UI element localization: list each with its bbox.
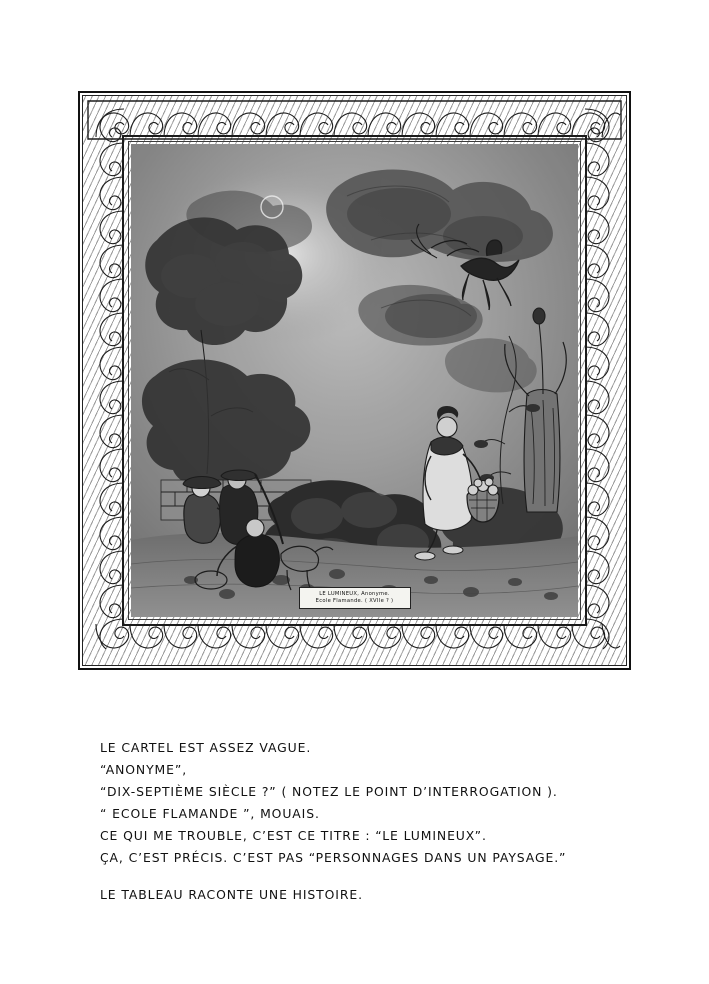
caption-final-line: LE TABLEAU RACONTE UNE HISTOIRE. xyxy=(100,887,363,902)
cartel-line-title: LE LUMINEUX, Anonyme. xyxy=(319,591,390,597)
caption-line: “ANONYME”, xyxy=(100,762,188,777)
caption-line: LE CARTEL EST ASSEZ VAGUE. xyxy=(100,740,312,755)
caption-line: CE QUI ME TROUBLE, C’EST CE TITRE : “LE LUMINEUX”. xyxy=(100,828,487,843)
museum-label-cartel xyxy=(299,587,411,609)
caption-text-block xyxy=(100,738,620,907)
framed-painting xyxy=(78,91,631,670)
caption-line: “DIX-SEPTIÈME SIÈCLE ?” ( NOTEZ LE POINT D’INTERROGATION ). xyxy=(100,784,558,799)
cartel-line-school: Ecole Flamande. ( XVIIe ? ) xyxy=(315,597,394,604)
caption-line: “ ECOLE FLAMANDE ”, MOUAIS. xyxy=(100,806,320,821)
painting-canvas xyxy=(131,144,578,617)
caption-line: ÇA, C’EST PRÉCIS. C’EST PAS “PERSONNAGES DANS UN PAYSAGE.” xyxy=(100,850,567,865)
